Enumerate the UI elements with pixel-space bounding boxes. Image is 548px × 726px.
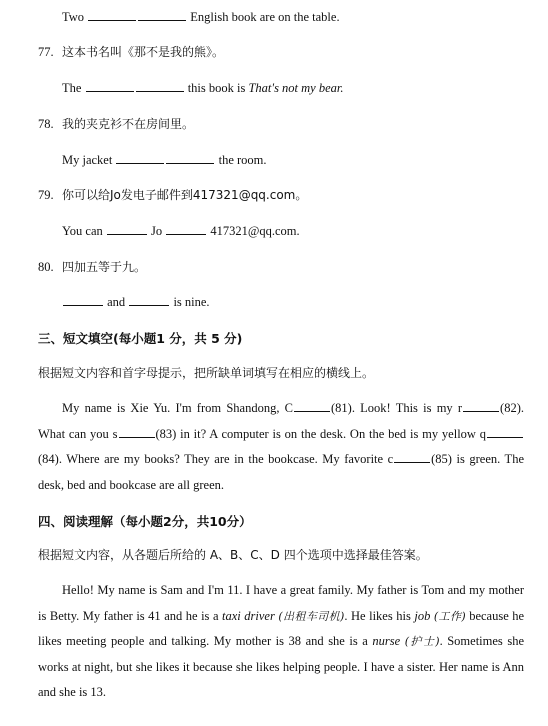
chinese-gloss: (护士)	[404, 635, 440, 648]
chinese-gloss: (出租车司机)	[278, 609, 345, 623]
answer-blank[interactable]	[166, 152, 214, 164]
passage-text: (83) in it? A computer is on the desk. On the bed is my yellow	[155, 426, 476, 441]
passage-text: Sometimes she works at night, but she likes it because she likes helping people. I have a sister.	[38, 634, 524, 674]
q80-text-b: is nine.	[173, 295, 210, 309]
passage-text: green. The desk, bed and bookcase are all green.	[38, 452, 524, 492]
q77-book-title: That's not my bear.	[248, 81, 344, 95]
answer-blank[interactable]	[116, 152, 164, 164]
passage-text: (81). Look! This is my r	[331, 401, 463, 415]
section-3-heading: 三、短文填空(每小题1 分，共 5 分)	[38, 331, 243, 346]
q79-chinese: 你可以给Jo发电子邮件到417321@qq.com。	[62, 188, 308, 202]
question-number: 77.	[38, 45, 54, 59]
passage-text: (82).	[500, 401, 524, 415]
q78-chinese: 我的夹克衫不在房间里。	[62, 117, 195, 131]
answer-blank[interactable]	[119, 426, 155, 438]
section-4-heading: 四、阅读理解（每小题2分，共10分）	[38, 514, 252, 529]
passage-text: .	[439, 634, 443, 648]
passage-term: job	[414, 608, 431, 623]
reading-passage	[38, 578, 524, 706]
q77-text-b: this book is	[187, 81, 246, 95]
q79-text-c: 417321@qq.com.	[210, 224, 300, 238]
passage-paragraph	[38, 396, 524, 498]
passage-text: because he likes meeting people and talking. My mother is 38 and she is a	[38, 608, 525, 648]
answer-blank[interactable]	[63, 294, 103, 306]
q80-text-a: and	[107, 295, 126, 309]
passage-text: My name is Xie Yu. I'm from Shandong, C	[62, 401, 293, 415]
question-number: 80.	[38, 260, 54, 274]
chinese-gloss: (工作)	[433, 609, 466, 623]
q76-text-b: English book are on the table.	[190, 10, 340, 24]
passage-term: nurse	[372, 634, 401, 648]
answer-blank[interactable]	[394, 451, 430, 463]
answer-blank[interactable]	[166, 223, 206, 235]
q78-text-a: My jacket	[62, 153, 113, 167]
answer-blank[interactable]	[487, 426, 523, 438]
question-number: 78.	[38, 117, 54, 131]
passage-term: taxi driver	[222, 608, 275, 623]
section-3-passage	[38, 396, 524, 498]
answer-blank[interactable]	[86, 80, 134, 92]
q77-chinese: 这本书名叫《那不是我的熊》。	[62, 45, 225, 59]
answer-blank[interactable]	[294, 400, 330, 412]
answer-blank[interactable]	[88, 9, 136, 21]
passage-text: (84). Where are my books? They are in the bookcase. My favorite c	[38, 452, 394, 466]
answer-blank[interactable]	[107, 223, 147, 235]
section-4-instruction: 根据短文内容，从各题后所给的 A、B、C、D 四个选项中选择最佳答案。	[38, 548, 428, 562]
q77-text-a: The	[62, 81, 82, 95]
passage-text: Hello! My name is Sam and I'm 11. I have a great family. My father is Tom and my	[62, 583, 486, 597]
passage-text: What can you s	[38, 426, 118, 441]
passage-text: q	[479, 426, 487, 441]
q80-chinese: 四加五等于九。	[62, 260, 147, 274]
answer-blank[interactable]	[138, 9, 186, 21]
passage-text: mother is Betty. My father is 41 and he is a	[38, 583, 525, 623]
q76-text-a: Two	[62, 10, 85, 24]
q79-text-a: You can	[62, 224, 103, 238]
passage-text: (85) is	[431, 452, 465, 466]
answer-blank[interactable]	[136, 80, 184, 92]
passage-text: Her name is Ann and she is 13.	[38, 659, 524, 699]
question-number: 79.	[38, 188, 54, 202]
q78-text-b: the room.	[218, 153, 267, 167]
answer-blank[interactable]	[463, 400, 499, 412]
passage-text: . He likes his	[344, 608, 411, 623]
passage-paragraph	[38, 578, 524, 706]
q79-text-b: Jo	[151, 224, 163, 238]
section-3-instruction: 根据短文内容和首字母提示，把所缺单词填写在相应的横线上。	[38, 366, 375, 380]
answer-blank[interactable]	[129, 294, 169, 306]
